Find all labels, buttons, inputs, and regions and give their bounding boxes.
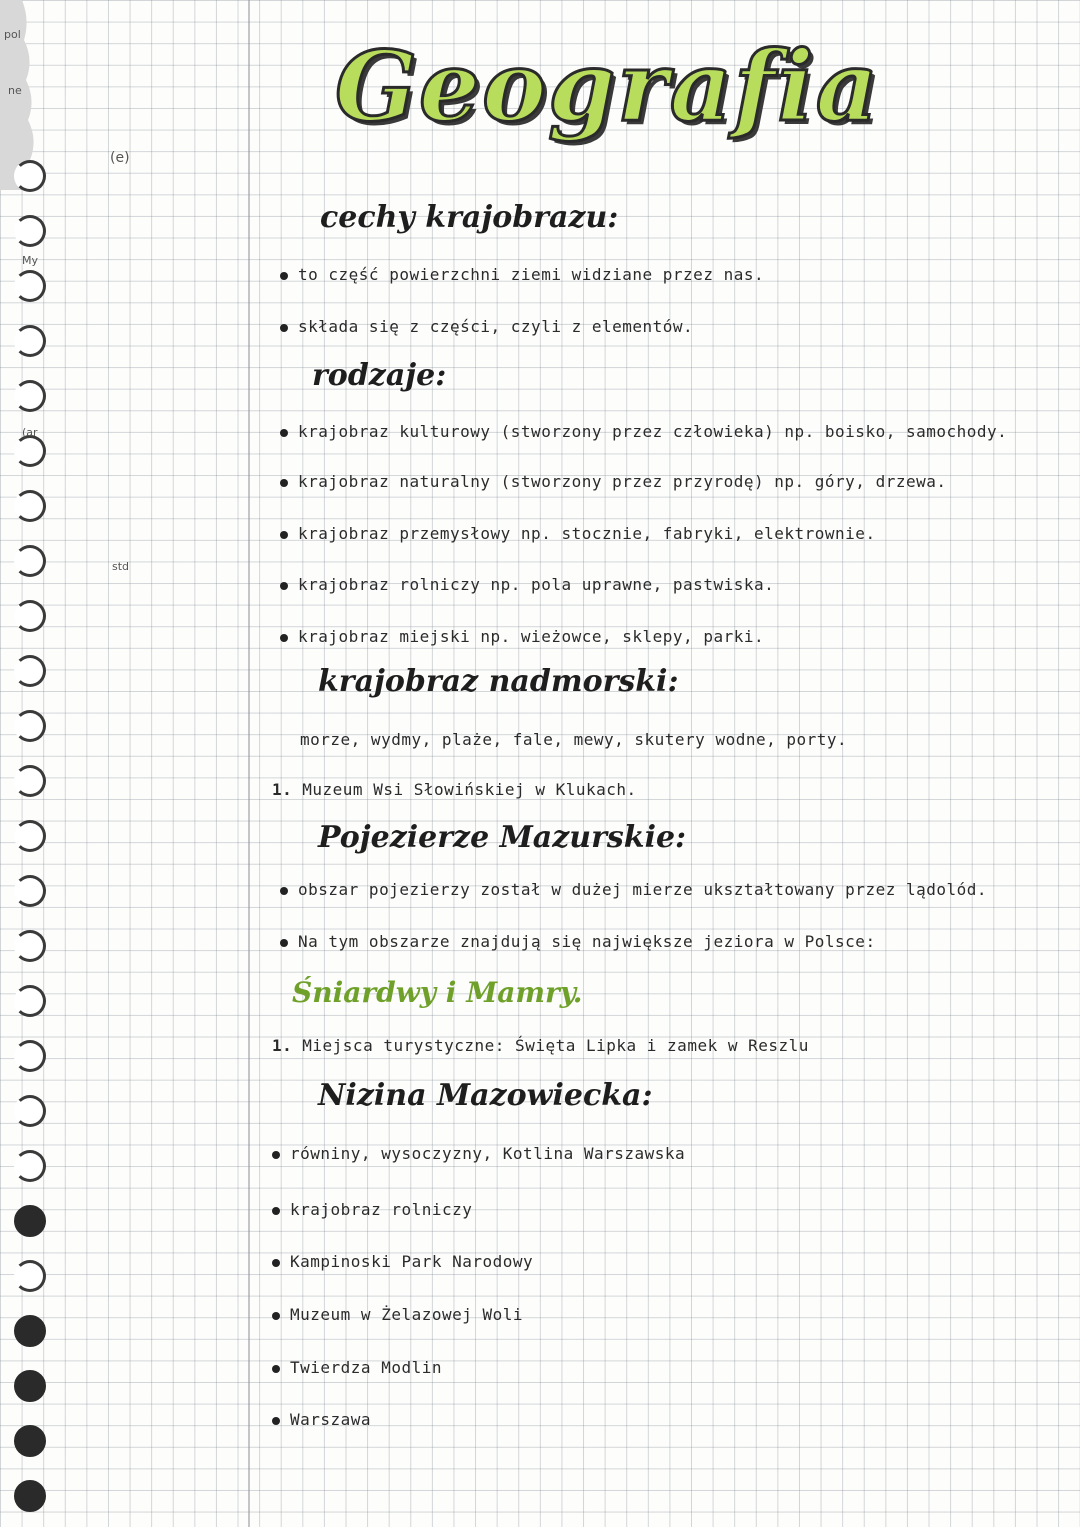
list-item-text: krajobraz miejski np. wieżowce, sklepy, parki. (298, 627, 765, 646)
list-item (272, 1200, 472, 1219)
punch-hole (14, 1040, 46, 1072)
punch-hole (14, 545, 46, 577)
bullet-icon (272, 1259, 280, 1267)
punch-hole (14, 1095, 46, 1127)
punch-hole (14, 325, 46, 357)
list-item (272, 1358, 442, 1377)
list-item-text: Warszawa (290, 1410, 372, 1429)
page-title: Geografia (335, 30, 880, 143)
punch-hole (14, 600, 46, 632)
list-item-text: Muzeum w Żelazowej Woli (290, 1305, 524, 1324)
bullet-icon (280, 272, 288, 280)
list-item-text: Twierdza Modlin (290, 1358, 442, 1377)
margin-note: std (112, 560, 130, 573)
punch-hole (14, 765, 46, 797)
bullet-icon (272, 1365, 280, 1373)
section-heading: Nizina Mazowiecka: (318, 1078, 653, 1113)
punch-hole (14, 1150, 46, 1182)
punch-hole (14, 435, 46, 467)
lakes-highlight: Śniardwy i Mamry. (292, 976, 583, 1009)
list-item (272, 1252, 533, 1271)
section-heading: Pojezierze Mazurskie: (318, 820, 687, 855)
margin-note: pol (4, 28, 21, 41)
list-item-text: krajobraz rolniczy (290, 1200, 473, 1219)
list-item-text: to część powierzchni ziemi widziane przez nas. (298, 265, 765, 284)
bullet-icon (272, 1312, 280, 1320)
punch-hole (14, 1205, 46, 1237)
punch-hole (14, 1315, 46, 1347)
list-item-text: krajobraz rolniczy np. pola uprawne, pastwiska. (298, 575, 775, 594)
numbered-item-text: Muzeum Wsi Słowińskiej w Klukach. (302, 780, 637, 799)
bullet-icon (280, 479, 288, 487)
bullet-icon (280, 429, 288, 437)
list-item-text: Na tym obszarze znajdują się największe jeziora w Polsce: (298, 932, 876, 951)
punch-holes (14, 0, 54, 1527)
list-item (280, 575, 774, 594)
list-item-text: równiny, wysoczyzny, Kotlina Warszawska (290, 1144, 686, 1163)
punch-hole (14, 270, 46, 302)
section-heading: cechy krajobrazu: (320, 200, 619, 235)
numbered-item (272, 780, 637, 799)
list-item-text: krajobraz przemysłowy np. stocznie, fabryki, elektrownie. (298, 524, 876, 543)
punch-hole (14, 490, 46, 522)
list-item (280, 265, 764, 284)
list-item-text: krajobraz kulturowy (stworzony przez człowieka) np. boisko, samochody. (298, 422, 1008, 441)
bullet-icon (280, 531, 288, 539)
punch-hole (14, 380, 46, 412)
punch-hole (14, 1370, 46, 1402)
punch-hole (14, 985, 46, 1017)
list-item (280, 880, 987, 899)
punch-hole (14, 710, 46, 742)
list-item (272, 1410, 371, 1429)
punch-hole (14, 875, 46, 907)
list-item-text: krajobraz naturalny (stworzony przez przyrodę) np. góry, drzewa. (298, 472, 947, 491)
bullet-icon (272, 1207, 280, 1215)
list-item-text: składa się z części, czyli z elementów. (298, 317, 694, 336)
margin-note: ne (8, 84, 22, 97)
list-item (280, 472, 947, 491)
list-item-text: Kampinoski Park Narodowy (290, 1252, 534, 1271)
punch-hole (14, 655, 46, 687)
bullet-icon (272, 1151, 280, 1159)
item-number: 1. (272, 1036, 293, 1055)
list-item (272, 1144, 685, 1163)
numbered-item (272, 1036, 809, 1055)
list-item (280, 317, 693, 336)
bullet-icon (280, 582, 288, 590)
bullet-icon (280, 887, 288, 895)
punch-hole (14, 215, 46, 247)
section-heading: krajobraz nadmorski: (318, 664, 679, 699)
margin-line (248, 0, 250, 1527)
punch-hole (14, 160, 46, 192)
list-item (280, 422, 1007, 441)
punch-hole (14, 820, 46, 852)
list-item (280, 627, 764, 646)
margin-note: (e) (110, 150, 130, 166)
punch-hole (14, 1260, 46, 1292)
item-number: 1. (272, 780, 293, 799)
bullet-icon (280, 634, 288, 642)
section-heading: rodzaje: (312, 358, 447, 393)
bullet-icon (272, 1417, 280, 1425)
margin-note: (ar (22, 426, 38, 439)
bullet-icon (280, 939, 288, 947)
list-item (280, 524, 876, 543)
list-item-text: obszar pojezierzy został w dużej mierze ukształtowany przez lądolód. (298, 880, 988, 899)
punch-hole (14, 930, 46, 962)
numbered-item-text: Miejsca turystyczne: Święta Lipka i zamek w Reszlu (302, 1036, 809, 1055)
margin-note: My (22, 254, 39, 267)
section-text: morze, wydmy, plaże, fale, mewy, skutery wodne, porty. (300, 730, 848, 749)
list-item (280, 932, 876, 951)
punch-hole (14, 1425, 46, 1457)
punch-hole (14, 1480, 46, 1512)
bullet-icon (280, 324, 288, 332)
list-item (272, 1305, 523, 1324)
